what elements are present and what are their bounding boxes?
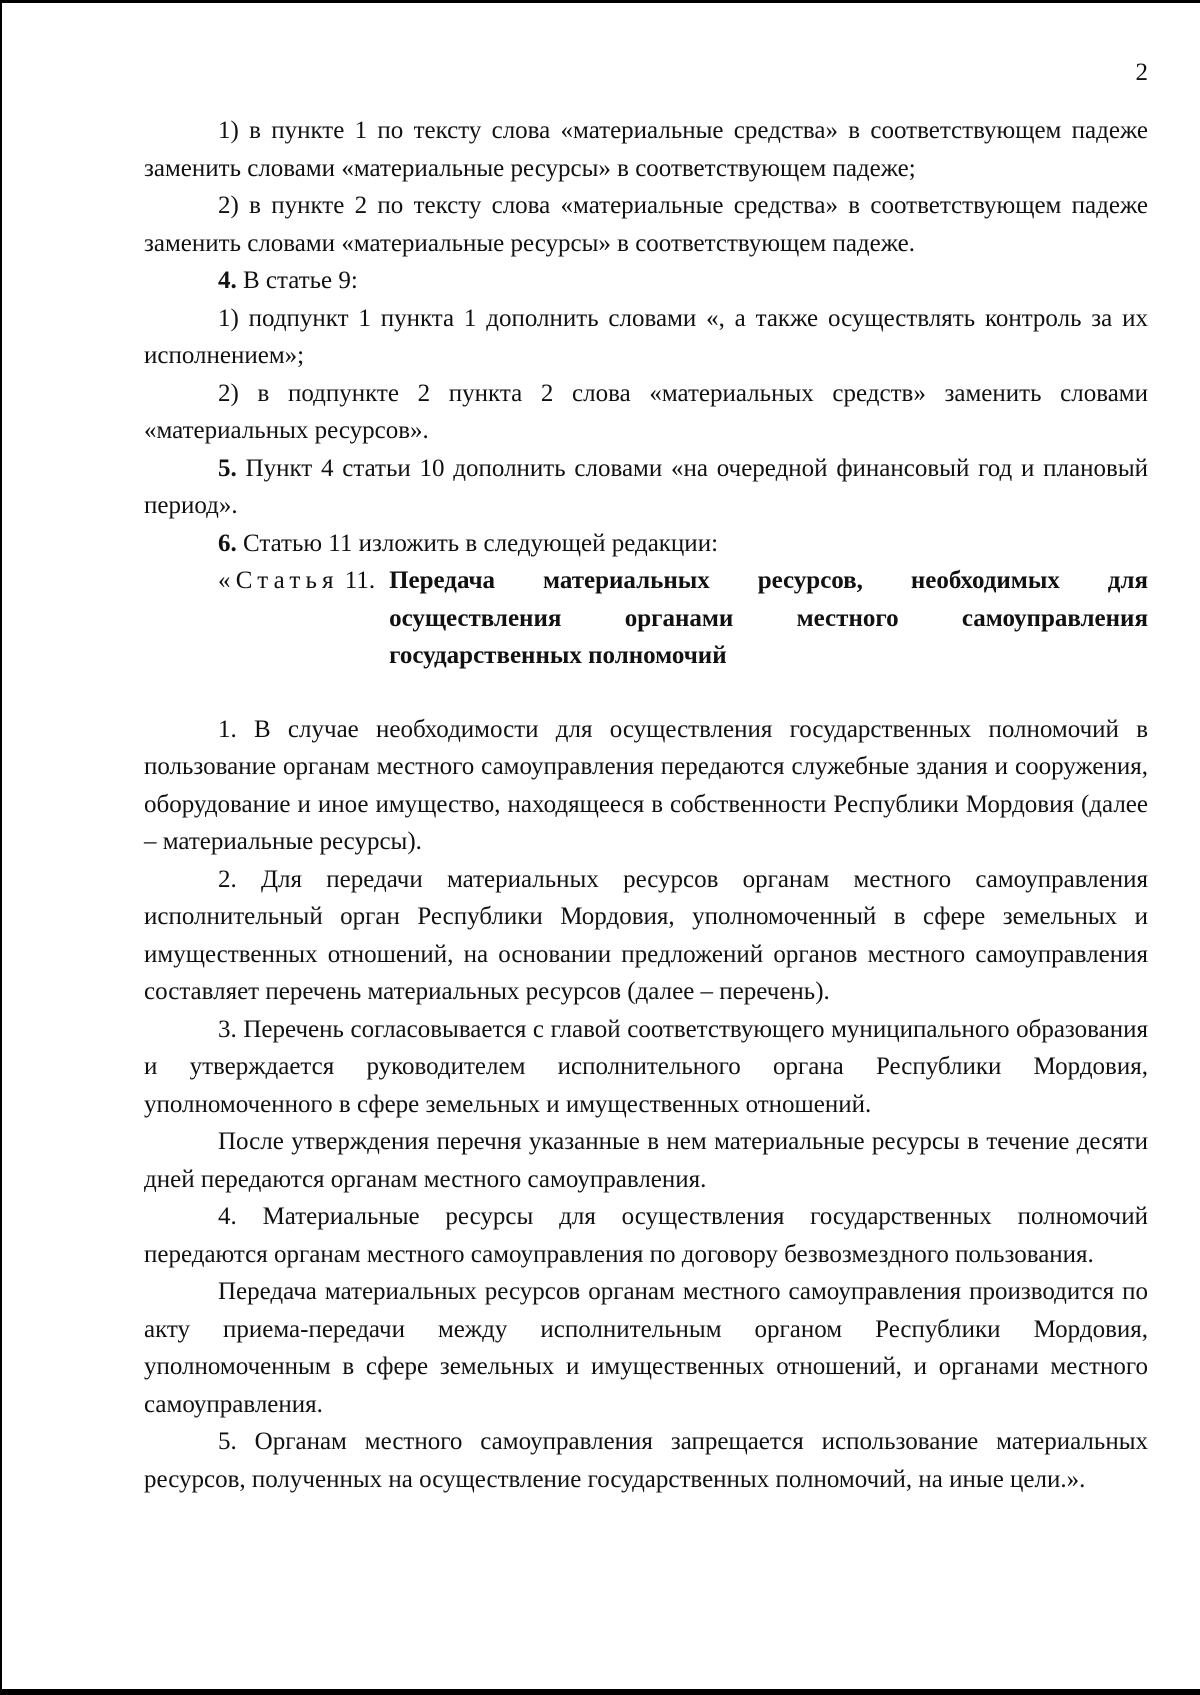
item6-text: Статью 11 изложить в следующей редакции: [236, 529, 719, 557]
scan-left-border [0, 0, 2, 1695]
amendment-item4-sub2: 2) в подпункте 2 пункта 2 слова «материальных средств» заменить словами «материальных ресурсов». [144, 379, 1148, 444]
article-title: Передача материальных ресурсов, необходимых для осуществления органами местного самоуправления государственных полномочий [389, 567, 1148, 669]
amendment-item4 [144, 262, 1148, 300]
item4-number: 4. [218, 267, 237, 294]
amendment-item6 [144, 525, 1148, 563]
item6-number: 6. [218, 529, 237, 557]
amendment-item4-sub1: 1) подпункт 1 пункта 1 дополнить словами «, а также осуществлять контроль за их исполнением»; [144, 304, 1148, 369]
scan-top-border [0, 0, 1200, 3]
item4-text: В статье 9: [236, 267, 358, 294]
article-paragraph-1: 1. В случае необходимости для осуществления государственных полномочий в пользование органам местного самоуправления передаются служебные здания и сооружения, оборудование и иное имущество, находящееся в собственности Республики Мордовия (далее – материальные ресурсы). [144, 715, 1148, 855]
scan-bottom-border [0, 1689, 1200, 1695]
article-paragraph-4-continued: Передача материальных ресурсов органам местного самоуправления производится по акту приема-передачи между исполнительным органом Республики Мордовия, уполномоченным в сфере земельных и имущественных отношений, и органами местного самоуправления. [144, 1278, 1148, 1418]
article-paragraph-2: 2. Для передачи материальных ресурсов органам местного самоуправления исполнительный орган Республики Мордовия, уполномоченный в сфере земельных и имущественных отношений, на основании предложений органов местного самоуправления составляет перечень материальных ресурсов (далее – перечень). [144, 865, 1148, 1005]
article-paragraph-5: 5. Органам местного самоуправления запрещается использование материальных ресурсов, полученных на осуществление государственных полномочий, на иные цели.». [144, 1428, 1148, 1493]
amendment-item3-sub1: 1) в пункте 1 по тексту слова «материальные средства» в соответствующем падеже заменить словами «материальные ресурсы» в соответствующем падеже; [144, 117, 1148, 182]
page-number: 2 [1135, 59, 1148, 86]
article-paragraph-3-continued: После утверждения перечня указанные в нем материальные ресурсы в течение десяти дней передаются органам местного самоуправления. [144, 1128, 1148, 1193]
item5-text: Пункт 4 статьи 10 дополнить словами «на очередной финансовый год и плановый период». [144, 454, 1148, 519]
article-label: «Статья [218, 567, 339, 594]
amendment-item3-sub2: 2) в пункте 2 по тексту слова «материальные средства» в соответствующем падеже заменить словами «материальные ресурсы» в соответствующем падеже. [144, 192, 1148, 257]
amendment-item5 [144, 450, 1148, 525]
article-number: 11. [344, 567, 376, 594]
item5-number: 5. [218, 454, 237, 482]
document-body [144, 112, 1148, 1498]
article-paragraph-3: 3. Перечень согласовывается с главой соответствующего муниципального образования и утверждается руководителем исполнительного органа Республики Мордовия, уполномоченного в сфере земельных и имущественных отношений. [144, 1015, 1148, 1118]
article-heading [144, 562, 1148, 675]
article-paragraph-4: 4. Материальные ресурсы для осуществления государственных полномочий передаются органам местного самоуправления по договору безвозмездного пользования. [144, 1203, 1148, 1268]
spacer [144, 675, 1148, 711]
